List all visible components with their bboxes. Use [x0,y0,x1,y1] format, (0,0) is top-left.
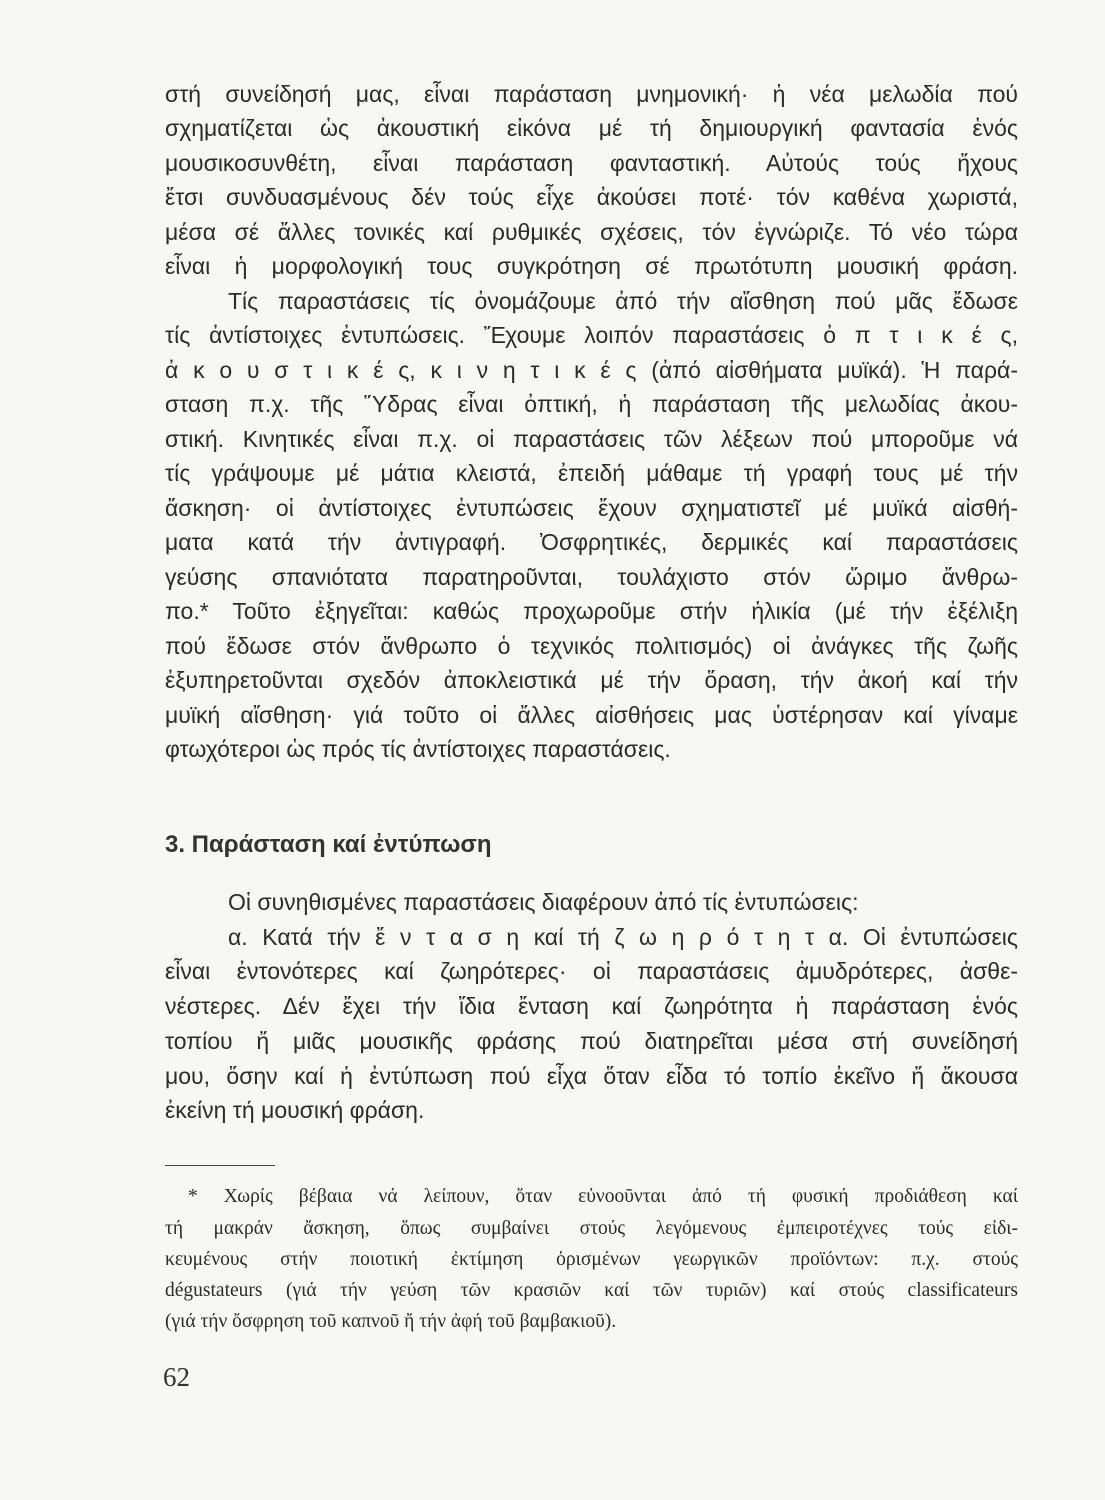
page-number: 62 [163,1362,190,1392]
text-line: ἐξυπηρετοῦνται σχεδόν ἀποκλειστικά μέ τήν ὅραση, τήν ἀκοή καί τήν [165,667,1018,693]
footnote-line: dégustateurs (γιά τήν γεύση τῶν κρασιῶν καί τῶν τυριῶν) καί στούς classificateurs [165,1280,1018,1301]
text-line: πο.* Τοῦτο ἐξηγεῖται: καθώς προχωροῦμε στήν ἡλικία (μέ τήν ἐξέλιξη [165,598,1018,624]
text-line: εἶναι ἐντονότερες καί ζωηρότερες· οἱ παραστάσεις ἀμυδρότερες, ἀσθε- [165,958,1018,984]
footnote-separator [165,1165,275,1166]
text-line: Οἱ συνηθισμένες παραστάσεις διαφέρουν ἀπό τίς ἐντυπώσεις: [228,889,859,915]
text-line: πού ἔδωσε στόν ἄνθρωπο ὁ τεχνικός πολιτισμός) οἱ ἀνάγκες τῆς ζωῆς [165,633,1018,659]
text-line: σχηματίζεται ὡς ἀκουστική εἰκόνα μέ τή δημιουργική φαντασία ἑνός [165,115,1018,141]
text-line: νέστερες. Δέν ἔχει τήν ἴδια ἔνταση καί ζωηρότητα ἡ παράσταση ἑνός [165,993,1018,1019]
footnote-line: κευμένους στήν ποιοτική ἐκτίμηση ὁρισμένων γεωργικῶν προϊόντων: π.χ. στούς [165,1249,1018,1270]
text-line: μουσικοσυνθέτη, εἶναι παράσταση φανταστική. Αὐτούς τούς ἤχους [165,150,1018,176]
text-line: μου, ὅσην καί ἡ ἐντύπωση πού εἶχα ὅταν εἶδα τό τοπίο ἐκεῖνο ἤ ἄκουσα [165,1063,1018,1089]
text-line: ἐκείνη τή μουσική φράση. [165,1097,425,1123]
text-line: ἔτσι συνδυασμένους δέν τούς εἶχε ἀκούσει ποτέ· τόν καθένα χωριστά, [165,184,1018,210]
text-line: εἶναι ἡ μορφολογική τους συγκρότηση σέ πρωτότυπη μουσική φράση. [165,253,1018,279]
text-line: μυϊκή αἴσθηση· γιά τοῦτο οἱ ἄλλες αἰσθήσεις μας ὑστέρησαν καί γίναμε [165,702,1018,728]
footnote-line: (γιά τήν ὄσφρηση τοῦ καπνοῦ ἤ τήν ἀφή τοῦ βαμβακιοῦ). [165,1311,617,1332]
footnote-line: τή μακράν ἄσκηση, ὅπως συμβαίνει στούς λεγόμενους ἐμπειροτέχνες τούς εἰδι- [165,1218,1018,1239]
text-line: α. Κατά τήν ἔ ν τ α σ η καί τή ζ ω η ρ ό τ η τ α. Οἱ ἐντυπώσεις [228,924,1018,950]
text-line: σταση π.χ. τῆς Ὕδρας εἶναι ὀπτική, ἡ παράσταση τῆς μελωδίας ἀκου- [165,391,1018,417]
text-line: στική. Κινητικές εἶναι π.χ. οἱ παραστάσεις τῶν λέξεων πού μποροῦμε νά [165,426,1018,452]
text-line: Τίς παραστάσεις τίς ὀνομάζουμε ἀπό τήν αἴσθηση πού μᾶς ἔδωσε [228,288,1018,314]
text-line: γεύσης σπανιότατα παρατηροῦνται, τουλάχιστο στόν ὥριμο ἄνθρω- [165,564,1018,590]
section-heading: 3. Παράσταση καί ἐντύπωση [165,831,492,858]
text-line: μέσα σέ ἄλλες τονικές καί ρυθμικές σχέσεις, τόν ἐγνώριζε. Τό νέο τώρα [165,219,1018,245]
text-line: ἀ κ ο υ σ τ ι κ έ ς, κ ι ν η τ ι κ έ ς (ἀπό αἰσθήματα μυϊκά). Ἡ παρά- [165,357,1018,383]
text-line: ματα κατά τήν ἀντιγραφή. Ὀσφρητικές, δερμικές καί παραστάσεις [165,529,1018,555]
text-line: τίς γράψουμε μέ μάτια κλειστά, ἐπειδή μάθαμε τή γραφή τους μέ τήν [165,460,1018,486]
text-line: τοπίου ἤ μιᾶς μουσικῆς φράσης πού διατηρεῖται μέσα στή συνείδησή [165,1028,1018,1054]
text-line: στή συνείδησή μας, εἶναι παράσταση μνημονική· ἡ νέα μελωδία πού [165,81,1018,107]
footnote-line: * Χωρίς βέβαια νά λείπουν, ὅταν εὐνοοῦνται ἀπό τή φυσική προδιάθεση καί [188,1186,1018,1207]
text-line: τίς ἀντίστοιχες ἐντυπώσεις. Ἔχουμε λοιπόν παραστάσεις ὀ π τ ι κ έ ς, [165,322,1018,348]
text-line: φτωχότεροι ὡς πρός τίς ἀντίστοιχες παραστάσεις. [165,736,671,762]
text-line: ἄσκηση· οἱ ἀντίστοιχες ἐντυπώσεις ἔχουν σχηματιστεῖ μέ μυϊκά αἰσθή- [165,495,1018,521]
